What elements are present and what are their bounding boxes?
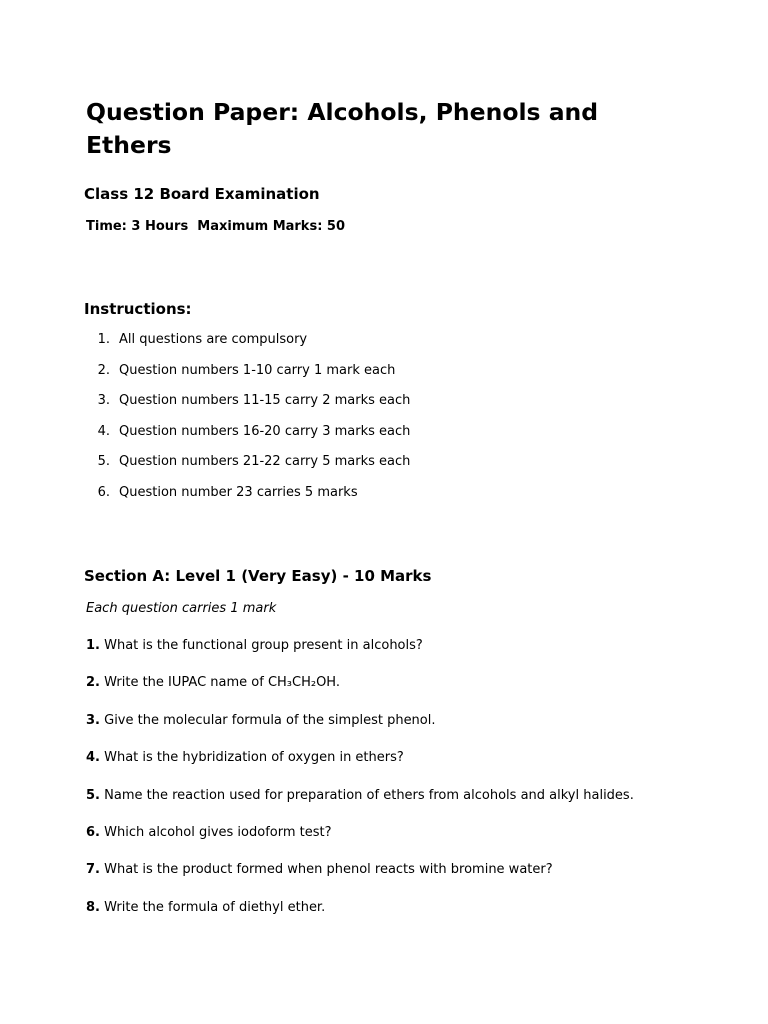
- instructions-heading: Instructions:: [84, 300, 192, 318]
- instruction-number: 6.: [97, 484, 110, 500]
- question-number: 6.: [86, 824, 100, 840]
- instruction-text: Question numbers 16-20 carry 3 marks each: [119, 423, 411, 439]
- instruction-text: Question numbers 21-22 carry 5 marks each: [119, 454, 411, 470]
- page-title: Question Paper: Alcohols, Phenols and Ethers: [86, 98, 599, 159]
- instruction-number: 4.: [97, 423, 110, 439]
- question-number: 2.: [86, 675, 100, 691]
- instruction-text: Question numbers 11-15 carry 2 marks each: [119, 393, 411, 409]
- exam-time: Time: 3 Hours: [86, 219, 189, 234]
- instruction-text: All questions are compulsory: [119, 332, 308, 347]
- question-text: What is the product formed when phenol reacts with bromine water?: [104, 862, 553, 878]
- instruction-number: 2.: [97, 362, 110, 378]
- question-number: 1.: [86, 638, 100, 653]
- question-number: 5.: [86, 787, 100, 803]
- question-number: 4.: [86, 750, 100, 766]
- question-text: What is the hybridization of oxygen in ethers?: [104, 750, 404, 766]
- question-item: [86, 860, 634, 897]
- question-item: [86, 786, 634, 823]
- question-number: 8.: [86, 899, 100, 915]
- exam-subtitle: Class 12 Board Examination: [84, 185, 320, 203]
- question-item: [86, 898, 634, 935]
- instruction-text: Question numbers 1-10 carry 1 mark each: [119, 362, 396, 378]
- question-text: Name the reaction used for preparation of ethers from alcohols and alkyl halides.: [104, 787, 634, 803]
- question-item: [86, 748, 634, 785]
- question-text: What is the functional group present in alcohols?: [104, 638, 423, 653]
- question-text: Write the IUPAC name of CH₃CH₂OH.: [104, 675, 340, 691]
- question-item: [86, 823, 634, 860]
- instruction-number: 5.: [97, 454, 110, 470]
- question-text: Which alcohol gives iodoform test?: [104, 824, 332, 840]
- question-item: [86, 711, 634, 748]
- exam-max-marks: Maximum Marks: 50: [197, 219, 346, 234]
- instruction-number: 1.: [97, 332, 110, 347]
- question-number: 3.: [86, 712, 100, 728]
- question-text: Write the formula of diethyl ether.: [104, 899, 326, 915]
- instruction-text: Question number 23 carries 5 marks: [119, 484, 358, 500]
- question-list: [86, 636, 634, 935]
- question-item: [86, 673, 634, 710]
- instruction-number: 3.: [97, 393, 110, 409]
- section-a-heading: Section A: Level 1 (Very Easy) - 10 Marks: [84, 567, 432, 585]
- question-text: Give the molecular formula of the simplest phenol.: [104, 712, 436, 728]
- exam-meta: [86, 218, 345, 235]
- question-number: 7.: [86, 862, 100, 878]
- question-item: [86, 636, 634, 673]
- section-a-note: Each question carries 1 mark: [86, 601, 277, 616]
